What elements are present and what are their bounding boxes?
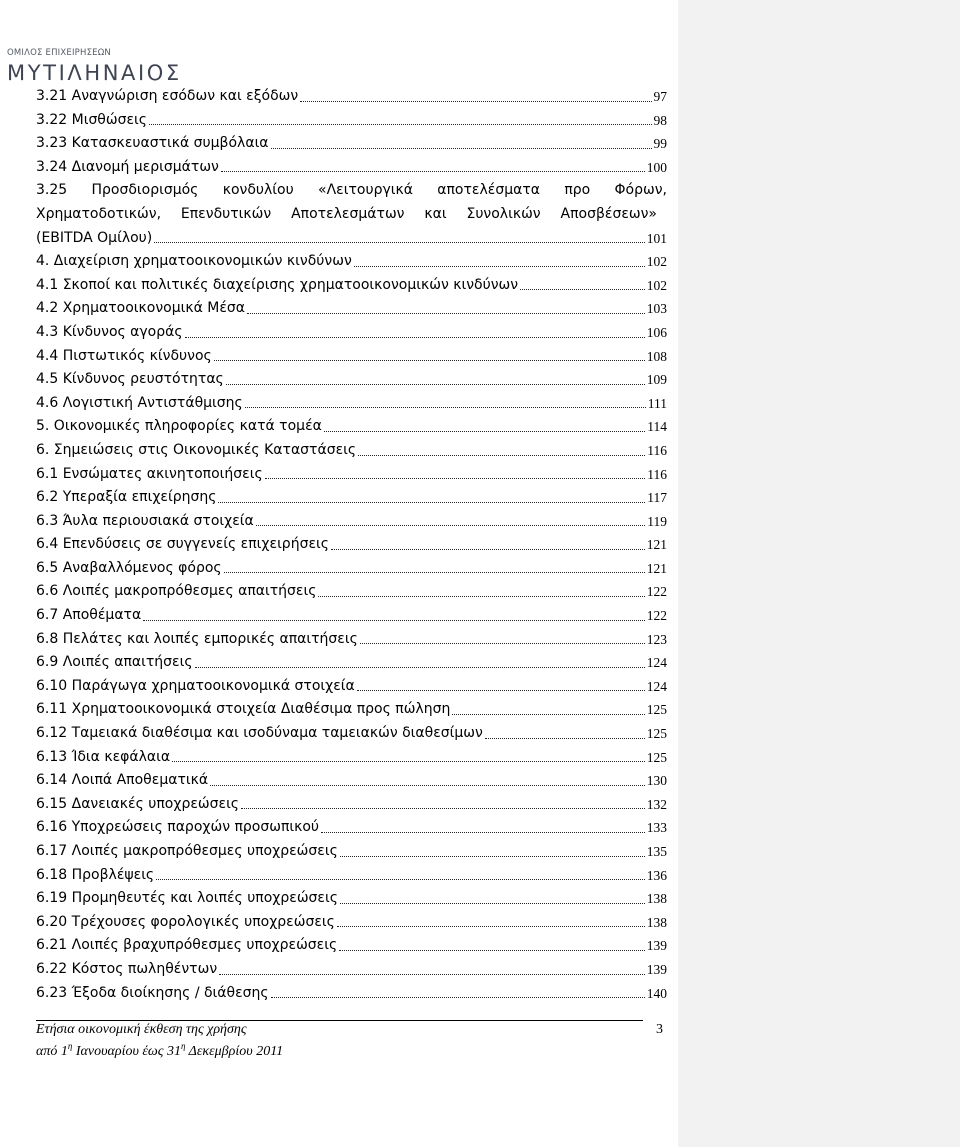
toc-page-number: 116 [647,466,667,482]
toc-entry-title: 5. Οικονομικές πληροφορίες κατά τομέα [36,418,322,435]
toc-page-number: 132 [646,796,667,812]
toc-entry[interactable] [36,793,667,817]
leader-dots [265,478,646,479]
toc-page-number: 140 [646,985,667,1001]
table-of-contents [36,85,667,1005]
toc-entry-title: 4. Διαχείριση χρηματοοικονομικών κινδύνων [36,253,352,270]
leader-dots [149,124,652,125]
toc-entry[interactable] [36,746,667,770]
toc-entry[interactable] [36,439,667,463]
footer-period [36,1043,283,1061]
toc-entry[interactable] [36,132,667,156]
toc-entry-title: 3.24 Διανομή μερισμάτων [36,158,219,175]
leader-dots [210,785,645,786]
toc-entry-title: 6.14 Λοιπά Αποθεματικά [36,772,209,789]
toc-entry-title: 4.2 Χρηματοοικονομικά Μέσα [36,300,246,317]
toc-page-number: 99 [653,136,667,152]
toc-page-number: 139 [646,938,667,954]
toc-page-number: 133 [646,820,667,836]
leader-dots [520,289,645,290]
toc-page-number: 125 [646,726,667,742]
leader-dots [485,738,645,739]
toc-entry[interactable] [36,580,667,604]
toc-entry-title: 4.1 Σκοποί και πολιτικές διαχείρισης χρηματοοικονομικών κινδύνων [36,276,519,293]
toc-entry[interactable] [36,156,667,180]
leader-dots [214,360,645,361]
toc-entry-wrapped-line[interactable]: 3.25 Προσδιορισμός κονδυλίου «Λειτουργικά αποτελέσματα προ Φόρων, [36,182,667,199]
toc-entry-title: (EBITDA Ομίλου) [36,229,153,246]
toc-entry[interactable] [36,769,667,793]
toc-entry[interactable] [36,345,667,369]
toc-entry-title: 6.22 Κόστος πωληθέντων [36,960,218,977]
leader-dots [357,690,645,691]
toc-entry-title: 6.8 Πελάτες και λοιπές εμπορικές απαιτήσεις [36,630,358,647]
toc-entry[interactable] [36,85,667,109]
leader-dots [358,455,645,456]
footer-period-suffix: Δεκεμβρίου 2011 [185,1044,284,1059]
footer-period-prefix: από 1 [36,1044,68,1059]
toc-entry-title: 6.7 Αποθέματα [36,607,142,624]
leader-dots [360,643,645,644]
toc-page-number: 114 [647,419,667,435]
toc-entry-title: 3.21 Αναγνώριση εσόδων και εξόδων [36,88,299,104]
toc-entry[interactable] [36,911,667,935]
leader-dots [339,950,645,951]
toc-entry-title: 6.21 Λοιπές βραχυπρόθεσμες υποχρεώσεις [36,937,338,954]
toc-entry-title: 6.2 Υπεραξία επιχείρησης [36,489,217,506]
toc-page-number: 102 [646,277,667,293]
toc-entry[interactable] [36,463,667,487]
leader-dots [172,761,645,762]
toc-page-number: 103 [646,301,667,317]
toc-entry[interactable] [36,533,667,557]
leader-dots [245,407,646,408]
toc-entry-title: 6.20 Τρέχουσες φορολογικές υποχρεώσεις [36,913,335,930]
toc-page-number: 135 [646,844,667,859]
footer-period-middle: Ιανουαρίου έως 31 [72,1044,181,1059]
toc-entry[interactable] [36,368,667,392]
toc-entry-title: 6.11 Χρηματοοικονομικά στοιχεία Διαθέσιμα προς πώληση [36,701,451,718]
leader-dots [247,313,645,314]
toc-page-number: 98 [653,112,667,128]
toc-page-number: 125 [646,702,667,718]
toc-entry-title: 6.3 Άυλα περιουσιακά στοιχεία [36,512,254,529]
leader-dots [321,832,645,833]
leader-dots [271,997,645,998]
toc-page-number: 138 [646,891,667,907]
leader-dots [324,431,645,432]
footer-report-title: Ετήσια οικονομική έκθεση της χρήσης [36,1022,247,1037]
toc-entry[interactable] [36,250,667,274]
leader-dots [340,856,645,857]
logo-company-name: ΜΥΤΙΛΗΝΑΙΟΣ [7,61,182,85]
toc-entry-title: 3.23 Κατασκευαστικά συμβόλαια [36,135,269,152]
toc-page-number: 122 [646,608,667,624]
leader-dots [337,926,645,927]
toc-entry[interactable] [36,816,667,840]
toc-entry[interactable] [36,510,667,534]
logo-group-text: ΟΜΙΛΟΣ ΕΠΙΧΕΙΡΗΣΕΩΝ [7,48,111,58]
leader-dots [271,148,652,149]
toc-entry[interactable] [36,675,667,699]
leader-dots [452,714,644,715]
toc-entry[interactable] [36,274,667,298]
toc-page-number: 102 [646,254,667,270]
leader-dots [300,101,651,102]
toc-entry-title: 6.10 Παράγωγα χρηματοοικονομικά στοιχεία [36,677,355,694]
leader-dots [221,171,645,172]
toc-entry[interactable] [36,392,667,416]
toc-entry-title: 6.23 Έξοδα διοίκησης / διάθεσης [36,984,269,1001]
toc-entry-title: 6.9 Λοιπές απαιτήσεις [36,654,193,671]
toc-entry[interactable] [36,297,667,321]
toc-entry[interactable] [36,887,667,911]
leader-dots [226,384,645,385]
toc-page-number: 116 [647,442,667,458]
toc-page-number: 119 [647,513,667,529]
toc-entry-title: 6.4 Επενδύσεις σε συγγενείς επιχειρήσεις [36,536,329,553]
toc-page-number: 121 [646,560,667,576]
toc-entry-title: 6.18 Προβλέψεις [36,866,155,883]
toc-page-number: 139 [646,961,667,977]
page-margin-band [678,0,960,1147]
toc-page-number: 121 [646,537,667,553]
toc-page-number: 101 [646,230,667,246]
toc-entry-title: 6.5 Αναβαλλόμενος φόρος [36,559,222,576]
footer-page-number: 3 [656,1022,663,1037]
toc-entry[interactable] [36,227,667,251]
leader-dots [331,549,645,550]
leader-dots [156,879,645,880]
toc-entry-title: 6. Σημειώσεις στις Οικονομικές Καταστάσεις [36,441,357,458]
footer-period-sup-1: η [67,1041,73,1051]
toc-entry-title: 4.6 Λογιστική Αντιστάθμισης [36,394,243,411]
toc-entry[interactable] [36,651,667,675]
toc-page-number: 125 [646,749,667,765]
toc-page-number: 122 [646,584,667,600]
toc-page-number: 106 [646,324,667,340]
toc-entry-title: 6.17 Λοιπές μακροπρόθεσμες υποχρεώσεις [36,843,338,859]
toc-page-number: 111 [647,395,667,411]
toc-entry[interactable] [36,321,667,345]
toc-entry[interactable] [36,486,667,510]
company-logo [7,48,182,85]
footer-period-sup-2: η [180,1041,186,1051]
leader-dots [143,620,645,621]
toc-entry[interactable] [36,982,667,1006]
toc-entry-wrapped-line[interactable]: Χρηματοδοτικών, Επενδυτικών Αποτελεσμάτων και Συνολικών Αποσβέσεων» [36,205,657,222]
leader-dots [354,266,645,267]
toc-page-number: 100 [646,159,667,175]
leader-dots [224,572,645,573]
toc-entry-title: 6.1 Ενσώματες ακινητοποιήσεις [36,465,263,482]
leader-dots [195,667,645,668]
toc-entry[interactable] [36,864,667,888]
toc-page-number: 117 [647,490,667,506]
toc-entry[interactable] [36,604,667,628]
toc-entry-title: 6.16 Υποχρεώσεις παροχών προσωπικού [36,819,320,836]
toc-entry[interactable] [36,557,667,581]
toc-entry[interactable] [36,415,667,439]
toc-entry[interactable] [36,840,667,864]
leader-dots [185,337,645,338]
leader-dots [241,808,645,809]
toc-entry-title: 6.15 Δανειακές υποχρεώσεις [36,795,240,812]
toc-page-number: 123 [646,631,667,647]
leader-dots [318,596,644,597]
toc-entry-title: 6.12 Ταμειακά διαθέσιμα και ισοδύναμα ταμειακών διαθεσίμων [36,725,483,742]
toc-page-number: 136 [646,867,667,883]
toc-entry[interactable] [36,722,667,746]
leader-dots [219,974,645,975]
toc-entry-title: 4.3 Κίνδυνος αγοράς [36,323,183,340]
toc-entry-title: 6.13 Ίδια κεφάλαια [36,748,171,765]
toc-page-number: 97 [653,89,667,104]
leader-dots [218,502,645,503]
toc-entry-title: 3.22 Μισθώσεις [36,111,147,128]
toc-entry[interactable] [36,109,667,133]
toc-entry-title: 4.4 Πιστωτικός κίνδυνος [36,347,212,364]
leader-dots [340,903,645,904]
toc-entry[interactable] [36,934,667,958]
toc-entry[interactable] [36,958,667,982]
toc-page-number: 124 [646,678,667,694]
toc-page-number: 108 [646,348,667,364]
toc-entry-title: 4.5 Κίνδυνος ρευστότητας [36,371,224,388]
leader-dots [256,525,645,526]
toc-page-number: 138 [646,914,667,930]
toc-entry-title: 6.19 Προμηθευτές και λοιπές υποχρεώσεις [36,890,338,907]
toc-entry-title: 6.6 Λοιπές μακροπρόθεσμες απαιτήσεις [36,583,317,600]
toc-entry[interactable] [36,628,667,652]
toc-page-number: 109 [646,372,667,388]
leader-dots [154,242,645,243]
toc-page-number: 124 [646,655,667,671]
toc-entry[interactable] [36,698,667,722]
toc-page-number: 130 [646,773,667,789]
